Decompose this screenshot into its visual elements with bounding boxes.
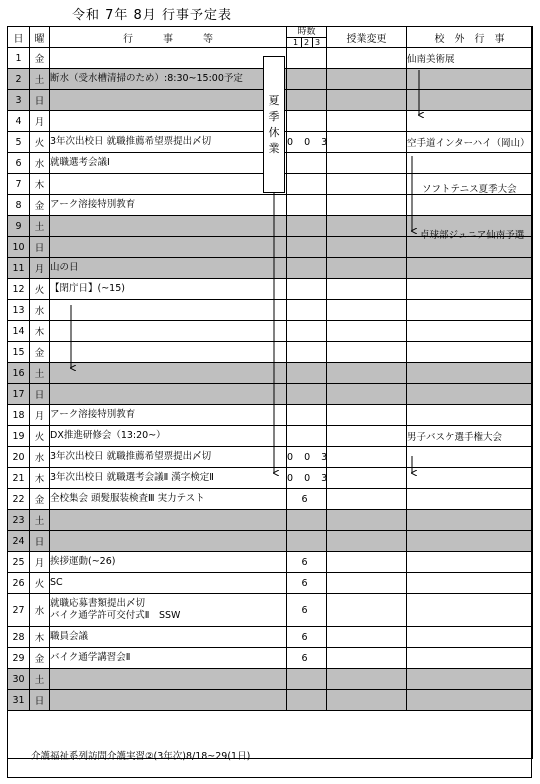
hours-cell: 0 0 3 bbox=[287, 447, 327, 468]
weekday-cell: 金 bbox=[30, 342, 50, 363]
weekday-cell: 火 bbox=[30, 573, 50, 594]
event-cell: 断水（受水槽清掃のため）:8:30~15:00予定 bbox=[50, 69, 287, 90]
outside-event-cell: 仙南美術展 bbox=[407, 48, 533, 69]
day-cell: 21 bbox=[8, 468, 30, 489]
hours-cell: 6 bbox=[287, 489, 327, 510]
day-cell: 3 bbox=[8, 90, 30, 111]
weekday-cell: 木 bbox=[30, 627, 50, 648]
day-cell: 23 bbox=[8, 510, 30, 531]
hours-col-3: 3 bbox=[312, 38, 323, 47]
weekday-cell: 火 bbox=[30, 279, 50, 300]
weekday-cell: 日 bbox=[30, 237, 50, 258]
weekday-cell: 木 bbox=[30, 321, 50, 342]
event-cell: SC bbox=[50, 573, 287, 594]
event-cell: 山の日 bbox=[50, 258, 287, 279]
event-cell: 職員会議 bbox=[50, 627, 287, 648]
day-cell: 28 bbox=[8, 627, 30, 648]
event-cell: アーク溶接特別教育 bbox=[50, 195, 287, 216]
hours-cell: 6 bbox=[287, 627, 327, 648]
day-cell: 22 bbox=[8, 489, 30, 510]
event-cell: 就職応募書類提出〆切 バイク通学許可交付式Ⅱ SSW bbox=[50, 594, 287, 627]
day-cell: 19 bbox=[8, 426, 30, 447]
weekday-cell: 水 bbox=[30, 153, 50, 174]
day-cell: 12 bbox=[8, 279, 30, 300]
day-cell: 17 bbox=[8, 384, 30, 405]
day-cell: 13 bbox=[8, 300, 30, 321]
outside-event-cell: 男子バスケ選手権大会 bbox=[407, 426, 533, 447]
page-title: 令和 7年 8月 行事予定表 bbox=[72, 8, 232, 23]
event-cell: DX推進研修会（13:20~） bbox=[50, 426, 287, 447]
hours-cell: 0 0 3 bbox=[287, 132, 327, 153]
day-cell: 6 bbox=[8, 153, 30, 174]
day-cell: 14 bbox=[8, 321, 30, 342]
weekday-cell: 月 bbox=[30, 111, 50, 132]
weekday-cell: 月 bbox=[30, 552, 50, 573]
event-cell: 3年次出校日 就職選考会議Ⅱ 漢字検定Ⅱ bbox=[50, 468, 287, 489]
header-outside: 校 外 行 事 bbox=[407, 27, 533, 48]
day-cell: 8 bbox=[8, 195, 30, 216]
header-weekday: 曜 bbox=[30, 27, 50, 48]
weekday-cell: 木 bbox=[30, 174, 50, 195]
event-cell: 3年次出校日 就職推薦希望票提出〆切 bbox=[50, 447, 287, 468]
day-cell: 11 bbox=[8, 258, 30, 279]
day-cell: 9 bbox=[8, 216, 30, 237]
hours-col-1: 1 bbox=[292, 38, 299, 47]
hours-cell: 6 bbox=[287, 552, 327, 573]
weekday-cell: 火 bbox=[30, 132, 50, 153]
soft-tennis-event: ソフトテニス夏季大会 bbox=[422, 184, 517, 195]
weekday-cell: 日 bbox=[30, 90, 50, 111]
event-cell: 全校集会 頭髪服装検査Ⅲ 実力テスト bbox=[50, 489, 287, 510]
weekday-cell: 木 bbox=[30, 468, 50, 489]
day-cell: 7 bbox=[8, 174, 30, 195]
day-cell: 5 bbox=[8, 132, 30, 153]
weekday-cell: 水 bbox=[30, 447, 50, 468]
weekday-cell: 土 bbox=[30, 510, 50, 531]
weekday-cell: 土 bbox=[30, 216, 50, 237]
event-cell: 挨拶運動(~26) bbox=[50, 552, 287, 573]
weekday-cell: 日 bbox=[30, 690, 50, 711]
header-class-changes: 授業変更 bbox=[327, 27, 407, 48]
footer-note: 介護福祉系列訪問介護実習②(3年次)8/18~29(1日) bbox=[31, 751, 251, 762]
outside-event-cell: 空手道インターハイ（岡山） bbox=[407, 132, 533, 153]
weekday-cell: 金 bbox=[30, 195, 50, 216]
weekday-cell: 日 bbox=[30, 531, 50, 552]
hours-col-2: 2 bbox=[301, 38, 312, 47]
day-cell: 10 bbox=[8, 237, 30, 258]
weekday-cell: 水 bbox=[30, 594, 50, 627]
day-cell: 24 bbox=[8, 531, 30, 552]
summer-vacation-text: 夏 季 休 業 bbox=[268, 94, 280, 155]
header-hours-label: 時数 bbox=[297, 27, 316, 37]
weekday-cell: 土 bbox=[30, 669, 50, 690]
weekday-cell: 水 bbox=[30, 300, 50, 321]
weekday-cell: 月 bbox=[30, 405, 50, 426]
weekday-cell: 月 bbox=[30, 258, 50, 279]
event-cell: バイク通学講習会Ⅱ bbox=[50, 648, 287, 669]
weekday-cell: 火 bbox=[30, 426, 50, 447]
hours-cell: 6 bbox=[287, 594, 327, 627]
day-cell: 30 bbox=[8, 669, 30, 690]
hours-cell: 6 bbox=[287, 648, 327, 669]
day-cell: 4 bbox=[8, 111, 30, 132]
day-cell: 31 bbox=[8, 690, 30, 711]
weekday-cell: 金 bbox=[30, 48, 50, 69]
event-cell: アーク溶接特別教育 bbox=[50, 405, 287, 426]
weekday-cell: 日 bbox=[30, 384, 50, 405]
hours-cell: 6 bbox=[287, 573, 327, 594]
day-cell: 27 bbox=[8, 594, 30, 627]
day-cell: 15 bbox=[8, 342, 30, 363]
weekday-cell: 金 bbox=[30, 648, 50, 669]
event-cell: 3年次出校日 就職推薦希望票提出〆切 bbox=[50, 132, 287, 153]
day-cell: 25 bbox=[8, 552, 30, 573]
weekday-cell: 金 bbox=[30, 489, 50, 510]
event-cell: 【閉庁日】(~15) bbox=[50, 279, 287, 300]
header-day: 日 bbox=[8, 27, 30, 48]
table-tennis-event: 卓球部ジュニア仙南予選 bbox=[420, 230, 525, 241]
hours-cell: 0 0 3 bbox=[287, 468, 327, 489]
header-events: 行 事 等 bbox=[50, 27, 287, 48]
day-cell: 20 bbox=[8, 447, 30, 468]
weekday-cell: 土 bbox=[30, 363, 50, 384]
weekday-cell: 土 bbox=[30, 69, 50, 90]
table-frame bbox=[7, 26, 532, 778]
day-cell: 18 bbox=[8, 405, 30, 426]
day-cell: 1 bbox=[8, 48, 30, 69]
day-cell: 16 bbox=[8, 363, 30, 384]
day-cell: 29 bbox=[8, 648, 30, 669]
day-cell: 26 bbox=[8, 573, 30, 594]
event-cell: 就職選考会議Ⅰ bbox=[50, 153, 287, 174]
day-cell: 2 bbox=[8, 69, 30, 90]
